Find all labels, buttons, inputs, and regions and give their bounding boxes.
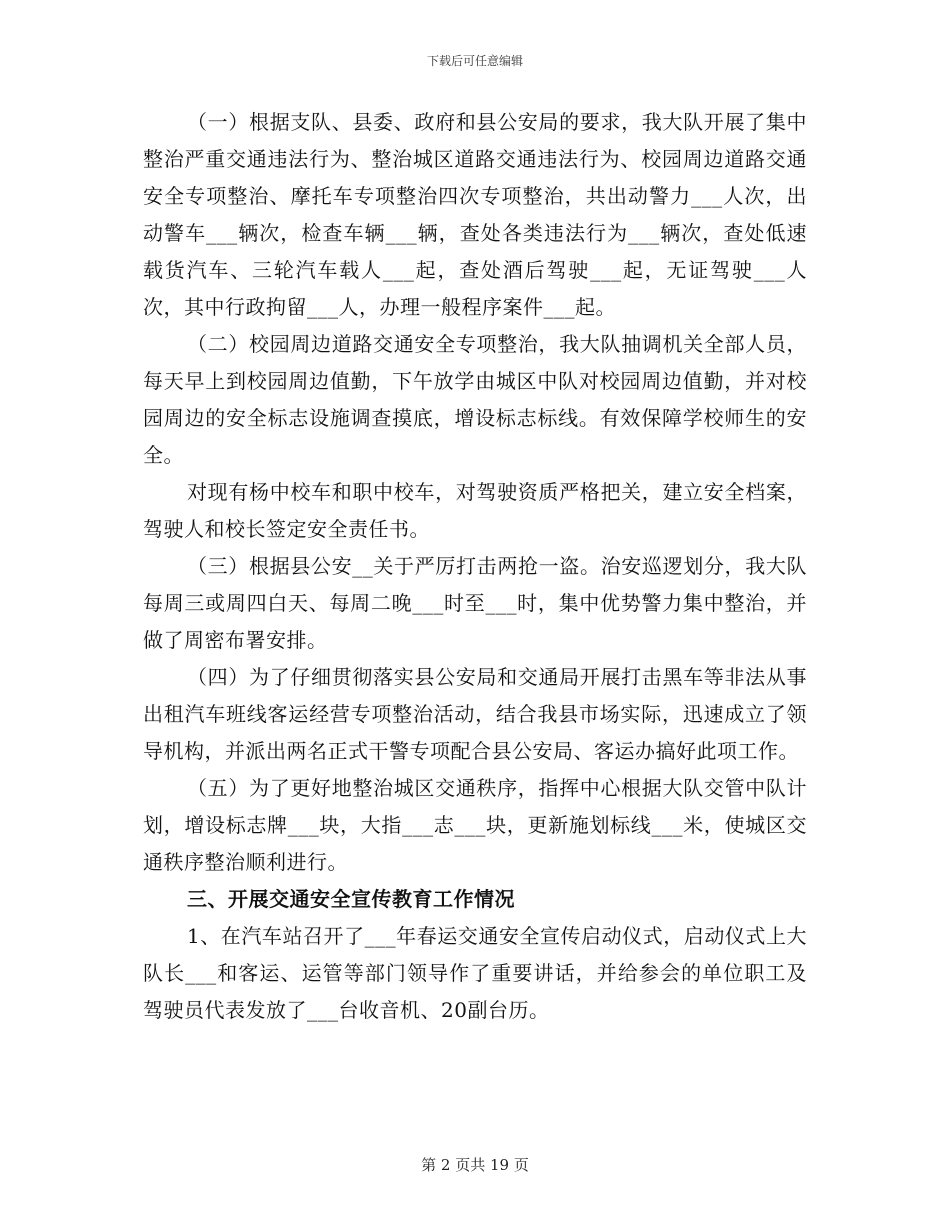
paragraph-3: 对现有杨中校车和职中校车，对驾驶资质严格把关，建立安全档案，驾驶人和校长签定安全责任书。 [143, 480, 807, 541]
section-paragraph-1: 1、在汽车站召开了___年春运交通安全宣传启动仪式，启动仪式上大队长___和客运、运管等部门领导作了重要讲话，并给参会的单位职工及驾驶员代表发放了___台收音机、20副台历。 [143, 924, 807, 1022]
page-header: 下载后可任意编辑 [426, 54, 523, 68]
paragraph-1: （一）根据支队、县委、政府和县公安局的要求，我大队开展了集中整治严重交通违法行为、整治城区道路交通违法行为、校园周边道路交通安全专项整治、摩托车专项整治四次专项整治，共出动警力___人次，出动警车___辆次，检查车辆___辆，查处各类违法行为___辆次，查处低速载货汽车、三轮汽车载人___起，查处酒后驾驶___起，无证驾驶___人次，其中行政拘留___人，办理一般程序案件___起。 [143, 110, 807, 319]
paragraph-5: （四）为了仔细贯彻落实县公安局和交通局开展打击黑车等非法从事出租汽车班线客运经营专项整治活动，结合我县市场实际，迅速成立了领导机构，并派出两名正式干警专项配合县公安局、客运办搞好此项工作。 [143, 665, 807, 763]
paragraph-4: （三）根据县公安__关于严厉打击两抢一盗。治安巡逻划分，我大队每周三或周四白天、每周二晚___时至___时，集中优势警力集中整治，并做了周密布署安排。 [143, 554, 807, 652]
paragraph-6: （五）为了更好地整治城区交通秩序，指挥中心根据大队交管中队计划，增设标志牌___块，大指___志___块，更新施划标线___米，使城区交通秩序整治顺利进行。 [143, 776, 807, 874]
section-heading: 三、开展交通安全宣传教育工作情况 [187, 887, 515, 911]
page-footer: 第 2 页共 19 页 [421, 1156, 529, 1174]
paragraph-2: （二）校园周边道路交通安全专项整治，我大队抽调机关全部人员，每天早上到校园周边值勤，下午放学由城区中队对校园周边值勤，并对校园周边的安全标志设施调查摸底，增设标志标线。有效保障学校师生的安全。 [143, 332, 807, 467]
document-body [143, 104, 807, 1029]
